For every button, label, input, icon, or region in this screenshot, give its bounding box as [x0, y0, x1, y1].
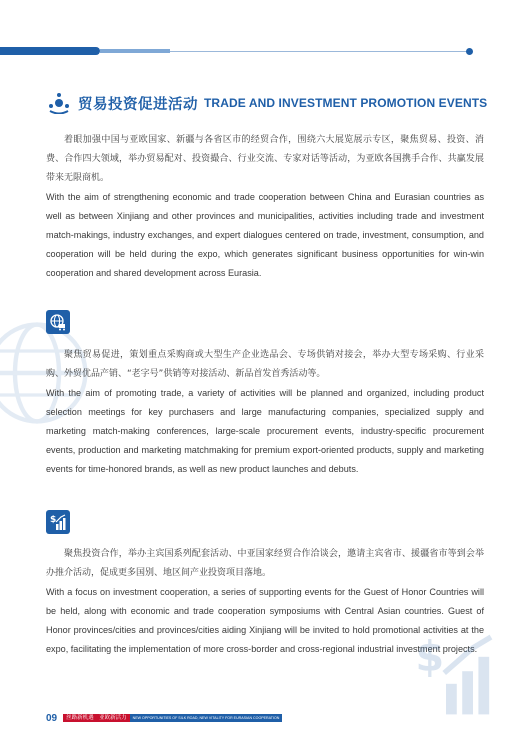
page-footer [46, 712, 282, 724]
header-bar [0, 47, 100, 55]
page-number: 09 [46, 712, 58, 724]
paragraph-overview [46, 131, 484, 283]
paragraph-cn: 聚焦投资合作，举办主宾国系列配套活动、中亚国家经贸合作洽谈会，邀请主宾省市、援疆省市等到会举办推介活动，促成更多国别、地区间产业投资项目落地。 [46, 549, 484, 578]
paragraph-cn: 着眼加强中国与亚欧国家、新疆与各省区市的经贸合作，围绕六大展览展示专区，聚焦贸易、投资、消费、合作四大领域，举办贸易配对、投资撮合、行业交流、专家对话等活动，为亚欧各国携手合作、共赢发展带来无限商机。 [46, 135, 484, 183]
svg-text:$: $ [50, 515, 57, 525]
paragraph-en: With a focus on investment cooperation, a series of supporting events for the Guest of Honor Countries will be held, along with economic and trade cooperation symposiums with Central Asian countries. Guest of Honor provinces/cities and provinces/cities aiding Xinjiang will be invited to hold promotional activities at the expo, facilitating the implementation of more cross-border and cross-regional industrial investment projects. [46, 587, 484, 654]
header-rule-dot [466, 48, 473, 55]
section-title-cn: 贸易投资促进活动 [78, 96, 198, 113]
svg-text:$: $ [415, 633, 445, 682]
paragraph-cn: 聚焦贸易促进，策划重点采购商或大型生产企业选品会、专场供销对接会，举办大型专场采购、行业采购、外贸优品产销、“老字号”供销等对接活动、新品首发首秀活动等。 [46, 350, 484, 379]
header-rule [170, 51, 470, 52]
globe-cart-icon [46, 310, 70, 334]
section-heading [48, 92, 487, 114]
paragraph-en: With the aim of promoting trade, a variety of activities will be planned and organized, including product selection meetings for key purchasers and large manufacturing companies, specialized supply and marketing match-making conferences, large-scale procurement events, industry-specific procurement events, production and marketing matchmaking for premium export-oriented products, supply and marketing events for time-honored brands, as well as new product launches and debuts. [46, 388, 484, 474]
paragraph-en: With the aim of strengthening economic and trade cooperation between China and Eurasian countries as well as between Xinjiang and other provinces and municipalities, activities including trade and investment match-makings, industry exchanges, and expert dialogues centered on trade, investment, consumption, and cooperation will be held during the expo, which generates significant business opportunities for win-win cooperation and shared development across Eurasia. [46, 192, 484, 278]
paragraph-trade [46, 346, 484, 479]
dollar-watermark-icon [410, 628, 500, 718]
footer-slogan-en: NEW OPPORTUNITIES OF SILK ROAD, NEW VITALITY FOR EURASIAN COOPERATION [130, 714, 283, 722]
section-title-en: TRADE AND INVESTMENT PROMOTION EVENTS [204, 96, 488, 110]
footer-slogan-cn: 丝路新机遇 亚欧新活力 [63, 714, 130, 722]
header-bar-accent [100, 49, 170, 53]
people-network-icon [48, 92, 70, 114]
dollar-growth-icon [46, 510, 70, 534]
